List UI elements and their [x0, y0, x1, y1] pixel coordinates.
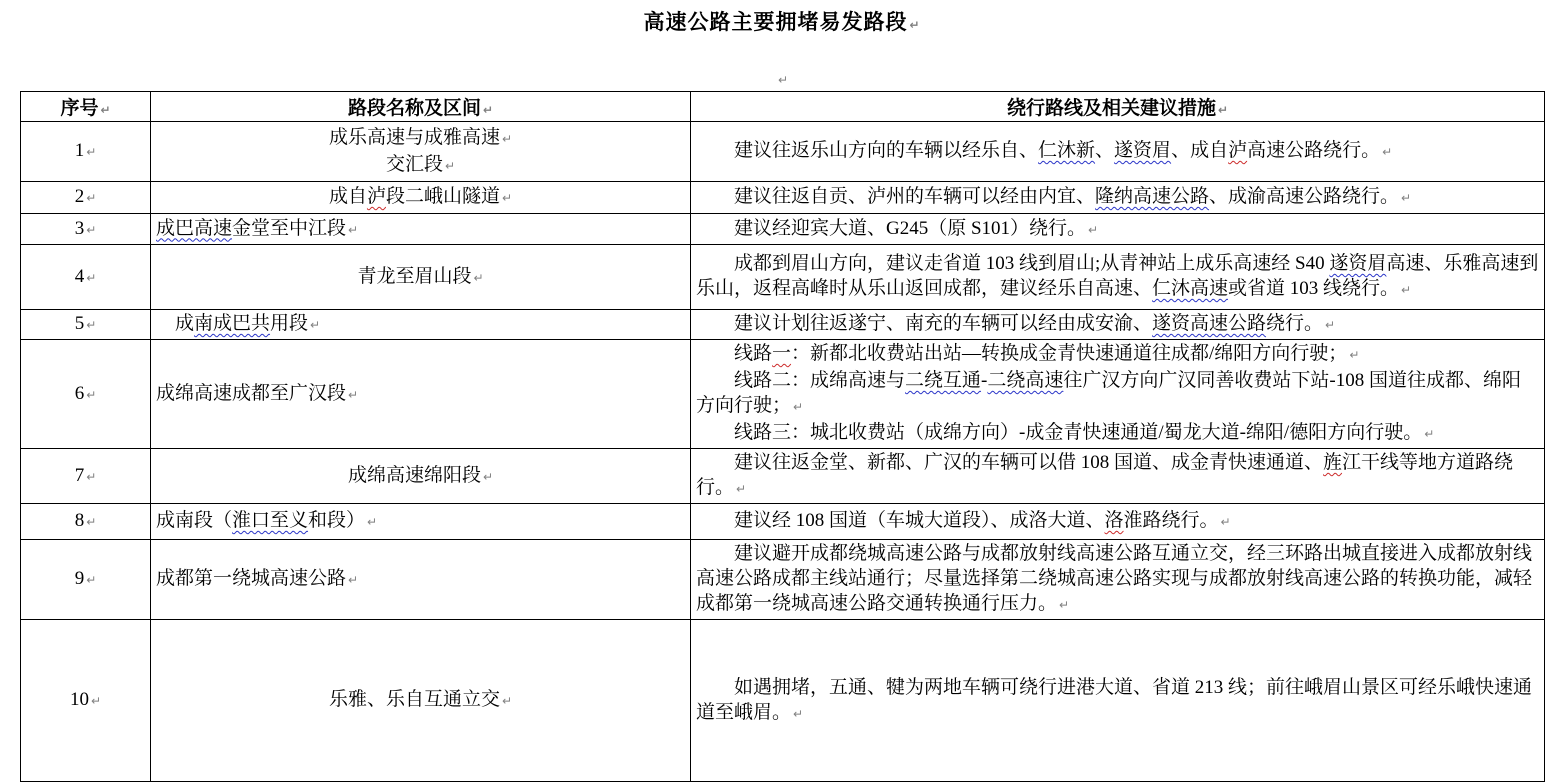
- advice-cell: [691, 122, 1545, 182]
- paragraph-mark-icon: ↵: [444, 158, 456, 173]
- table-row: [21, 122, 1545, 182]
- paragraph-mark-icon: ↵: [501, 694, 513, 708]
- paragraph-mark-icon: ↵: [501, 131, 513, 146]
- paragraph-mark-icon: ↵: [1401, 191, 1412, 205]
- row-number: [26, 138, 145, 165]
- misspelling-blue-underline: 成巴高速: [156, 217, 233, 239]
- advice-cell: [691, 182, 1545, 214]
- table-row: [21, 449, 1545, 504]
- misspelling-red-underline: 泸: [1228, 140, 1248, 161]
- document-page: [20, 0, 1544, 782]
- section-paragraph: [156, 264, 685, 291]
- section-cell: [151, 340, 691, 449]
- section-cell: [151, 122, 691, 182]
- text-run: 建议避开成都绕城高速公路与成都放射线高速公路互通立交，经三环路出城直接进入成都放射线高速公路成都主线站通行；尽量选择第二绕城高速公路实现与成都放射线高速公路的转换功能，减轻成都第一绕城高速公路交通转换通行压力。: [696, 543, 1533, 614]
- text-run: 建议往返自贡、泸州的车辆可以经由内宜、: [734, 186, 1096, 207]
- text-run: 或省道 103 线绕行。: [1228, 278, 1400, 299]
- paragraph-mark-icon: ↵: [1217, 103, 1229, 117]
- section-paragraph: [156, 687, 685, 714]
- text-run: 成南段（: [156, 510, 233, 531]
- paragraph-mark-icon: ↵: [501, 191, 513, 205]
- section-cell: [151, 245, 691, 310]
- text-run: 成都第一绕城高速公路: [156, 568, 347, 589]
- table-header-row: [21, 92, 1545, 122]
- row-number-cell: [21, 620, 151, 782]
- text-run: 建议计划往返遂宁、南充的车辆可以经由成安渝、: [734, 313, 1153, 334]
- paragraph-mark-icon: ↵: [1401, 283, 1412, 297]
- text-run: 8: [74, 510, 85, 531]
- text-run: 7: [74, 464, 85, 486]
- paragraph-mark-icon: ↵: [736, 482, 747, 496]
- row-number: [26, 184, 145, 211]
- section-cell: [151, 620, 691, 782]
- section-cell: [151, 214, 691, 245]
- text-run: 成绵高速绵阳段: [347, 464, 481, 486]
- text-run: 建议往返乐山方向的车辆以经乐自、: [734, 140, 1039, 161]
- row-number-cell: [21, 310, 151, 340]
- paragraph-mark-icon: ↵: [1424, 427, 1435, 441]
- row-number-cell: [21, 214, 151, 245]
- paragraph-mark-icon: ↵: [86, 270, 97, 285]
- text-run: 、成自: [1171, 140, 1229, 161]
- section-paragraph: [156, 184, 685, 211]
- section-paragraph: [156, 566, 685, 593]
- paragraph-mark-icon: ↵: [86, 387, 97, 402]
- text-run: 10: [69, 689, 89, 710]
- table-row: [21, 540, 1545, 620]
- text-run: 江干线等地方道路绕行。: [696, 452, 1514, 498]
- paragraph-mark-icon: ↵: [86, 515, 97, 529]
- text-run: 用段: [270, 313, 309, 334]
- table-row: [21, 214, 1545, 245]
- paragraph-mark-icon: ↵: [473, 270, 484, 285]
- paragraph-mark-icon: ↵: [1349, 348, 1360, 362]
- paragraph-mark-icon: ↵: [100, 103, 111, 117]
- paragraph-mark-icon: ↵: [1220, 515, 1231, 529]
- paragraph-mark-icon: ↵: [482, 103, 494, 117]
- text-run: 、成渝高速公路绕行。: [1209, 186, 1400, 207]
- misspelling-blue-underline: 遂资眉: [1114, 140, 1172, 161]
- text-run: 金堂至中江段: [232, 217, 347, 239]
- document-title-text: 高速公路主要拥堵易发路段: [643, 10, 908, 34]
- advice-paragraph: [696, 311, 1539, 338]
- section-cell: [151, 504, 691, 540]
- paragraph-mark-icon: ↵: [86, 222, 97, 237]
- text-run: 淮路绕行。: [1123, 510, 1219, 531]
- text-run: 和段）: [308, 510, 366, 531]
- text-run: 往广汉方向广汉同善收费站下站-108 国道往成都、绵阳方向行驶；: [696, 370, 1521, 416]
- paragraph-mark-icon: ↵: [348, 387, 359, 402]
- table-row: [21, 504, 1545, 540]
- text-run: 线路三：城北收费站（成绵方向）-成金青快速通道/蜀龙大道-绵阳/德阳方向行驶。: [734, 422, 1423, 443]
- paragraph-mark-icon: ↵: [793, 400, 804, 414]
- row-number: [26, 566, 145, 593]
- text-run: 2: [74, 186, 85, 207]
- section-cell: [151, 449, 691, 504]
- advice-paragraph: [696, 368, 1539, 420]
- text-run: 9: [74, 568, 85, 589]
- paragraph-mark-icon: ↵: [348, 573, 359, 587]
- empty-paragraph: [20, 39, 1544, 91]
- paragraph-mark-icon: ↵: [86, 318, 97, 332]
- document-title: [20, 8, 1544, 39]
- paragraph-mark-icon: ↵: [86, 573, 97, 587]
- misspelling-blue-underline: 仁沐高速: [1152, 278, 1229, 299]
- advice-paragraph: [696, 184, 1539, 211]
- text-run: ：新都北收费站出站—转换成金青快速通道往成都/绵阳方向行驶；: [791, 343, 1348, 364]
- misspelling-blue-underline: 遂资高速公路: [1152, 313, 1267, 334]
- section-cell: [151, 182, 691, 214]
- header-section-label: 路段名称及区间: [347, 98, 481, 119]
- paragraph-mark-icon: ↵: [482, 469, 494, 484]
- advice-paragraph: [696, 138, 1539, 165]
- section-paragraph: [156, 216, 685, 243]
- advice-paragraph: [696, 251, 1539, 303]
- misspelling-red-underline: 洛: [1104, 510, 1124, 531]
- text-run: 乐雅、乐自互通立交: [328, 689, 500, 710]
- section-cell: [151, 540, 691, 620]
- paragraph-mark-icon: ↵: [86, 145, 97, 159]
- text-run: 线路二：成绵高速与: [734, 370, 906, 391]
- text-run: 高速、乐雅高速到乐山，返程高峰时从乐山返回成都，建议经乐自高速、: [696, 253, 1539, 299]
- text-run: 线路: [734, 343, 773, 364]
- misspelling-blue-underline: 南成巴共: [194, 313, 271, 334]
- misspelling-blue-underline: 二绕高速: [987, 370, 1064, 391]
- advice-cell: [691, 245, 1545, 310]
- paragraph-mark-icon: ↵: [1059, 598, 1070, 612]
- text-run: 成自: [328, 186, 367, 207]
- text-run: 3: [74, 217, 85, 239]
- row-number: [26, 463, 145, 490]
- header-advice-label: 绕行路线及相关建议措施: [1006, 98, 1216, 119]
- text-run: 高速公路绕行。: [1247, 140, 1381, 161]
- paragraph-mark-icon: ↵: [777, 73, 789, 87]
- text-run: 绕行。: [1266, 313, 1324, 334]
- text-run: -: [981, 370, 988, 391]
- row-number-cell: [21, 122, 151, 182]
- section-paragraph: [156, 152, 685, 179]
- text-run: 如遇拥堵，五通、犍为两地车辆可绕行进港大道、省道 213 线；前往峨眉山景区可经乐峨快速通道至峨眉。: [696, 676, 1533, 723]
- text-run: 、: [1095, 140, 1115, 161]
- paragraph-mark-icon: ↵: [1382, 145, 1393, 159]
- advice-cell: [691, 340, 1545, 449]
- misspelling-red-underline: 旌: [1323, 452, 1343, 473]
- section-paragraph: [156, 311, 685, 338]
- advice-cell: [691, 214, 1545, 245]
- section-paragraph: [156, 125, 685, 152]
- row-number-cell: [21, 504, 151, 540]
- paragraph-mark-icon: ↵: [86, 469, 97, 484]
- misspelling-blue-underline: 淮口至义: [232, 510, 309, 531]
- header-seq: [21, 92, 151, 122]
- text-run: 青龙至眉山段: [357, 265, 472, 287]
- advice-paragraph: [696, 675, 1539, 727]
- advice-paragraph: [696, 508, 1539, 535]
- paragraph-mark-icon: ↵: [90, 694, 102, 708]
- table-body: [21, 122, 1545, 782]
- advice-cell: [691, 449, 1545, 504]
- row-number: [26, 508, 145, 535]
- paragraph-mark-icon: ↵: [793, 706, 804, 721]
- table-row: [21, 310, 1545, 340]
- row-number: [26, 311, 145, 338]
- advice-paragraph: [696, 216, 1539, 243]
- row-number-cell: [21, 540, 151, 620]
- text-run: 成绵高速成都至广汉段: [156, 382, 347, 404]
- row-number: [26, 216, 145, 243]
- text-run: 段二峨山隧道: [385, 186, 500, 207]
- table-header: [21, 92, 1545, 122]
- paragraph-mark-icon: ↵: [909, 18, 921, 32]
- section-paragraph: [156, 381, 685, 408]
- table-row: [21, 182, 1545, 214]
- misspelling-blue-underline: 遂资眉: [1329, 253, 1387, 274]
- text-run: 建议往返金堂、新都、广汉的车辆可以借 108 国道、成金青快速通道、: [734, 452, 1324, 473]
- paragraph-mark-icon: ↵: [367, 515, 378, 529]
- text-run: 建议经 108 国道（车城大道段）、成洛大道、: [734, 510, 1105, 531]
- paragraph-mark-icon: ↵: [348, 222, 359, 237]
- row-number-cell: [21, 340, 151, 449]
- paragraph-mark-icon: ↵: [1325, 318, 1336, 332]
- advice-paragraph: [696, 541, 1539, 618]
- row-number-cell: [21, 245, 151, 310]
- paragraph-mark-icon: ↵: [86, 191, 97, 205]
- misspelling-blue-underline: 隆纳高速公路: [1095, 186, 1210, 207]
- row-number: [26, 687, 145, 714]
- row-number-cell: [21, 449, 151, 504]
- paragraph-mark-icon: ↵: [1088, 222, 1099, 237]
- misspelling-red-underline: 一: [772, 343, 792, 364]
- table-row: [21, 340, 1545, 449]
- advice-paragraph: [696, 341, 1539, 368]
- text-run: 建议经迎宾大道、G245（原 S101）绕行。: [734, 217, 1087, 239]
- paragraph-mark-icon: ↵: [310, 318, 321, 332]
- section-paragraph: [156, 508, 685, 535]
- table-row: [21, 620, 1545, 782]
- misspelling-blue-underline: 二绕互通: [905, 370, 982, 391]
- advice-cell: [691, 310, 1545, 340]
- text-run: 交汇段: [385, 153, 443, 175]
- header-seq-label: 序号: [60, 98, 99, 119]
- misspelling-red-underline: 泸: [366, 186, 386, 207]
- text-run: 1: [74, 140, 85, 161]
- row-number: [26, 264, 145, 291]
- misspelling-blue-underline: 仁沐新: [1038, 140, 1096, 161]
- section-paragraph: [156, 463, 685, 490]
- section-cell: [151, 310, 691, 340]
- advice-paragraph: [696, 450, 1539, 502]
- header-advice: [691, 92, 1545, 122]
- table-row: [21, 245, 1545, 310]
- header-section: [151, 92, 691, 122]
- text-run: 5: [74, 313, 85, 334]
- advice-paragraph: [696, 420, 1539, 447]
- text-run: 成: [175, 313, 195, 334]
- row-number-cell: [21, 182, 151, 214]
- congestion-table: [20, 91, 1545, 782]
- advice-cell: [691, 620, 1545, 782]
- row-number: [26, 381, 145, 408]
- text-run: 成都到眉山方向，建议走省道 103 线到眉山;从青神站上成乐高速经 S40: [734, 253, 1330, 274]
- text-run: 4: [74, 265, 85, 287]
- advice-cell: [691, 540, 1545, 620]
- advice-cell: [691, 504, 1545, 540]
- text-run: 6: [74, 382, 85, 404]
- text-run: 成乐高速与成雅高速: [328, 126, 500, 148]
